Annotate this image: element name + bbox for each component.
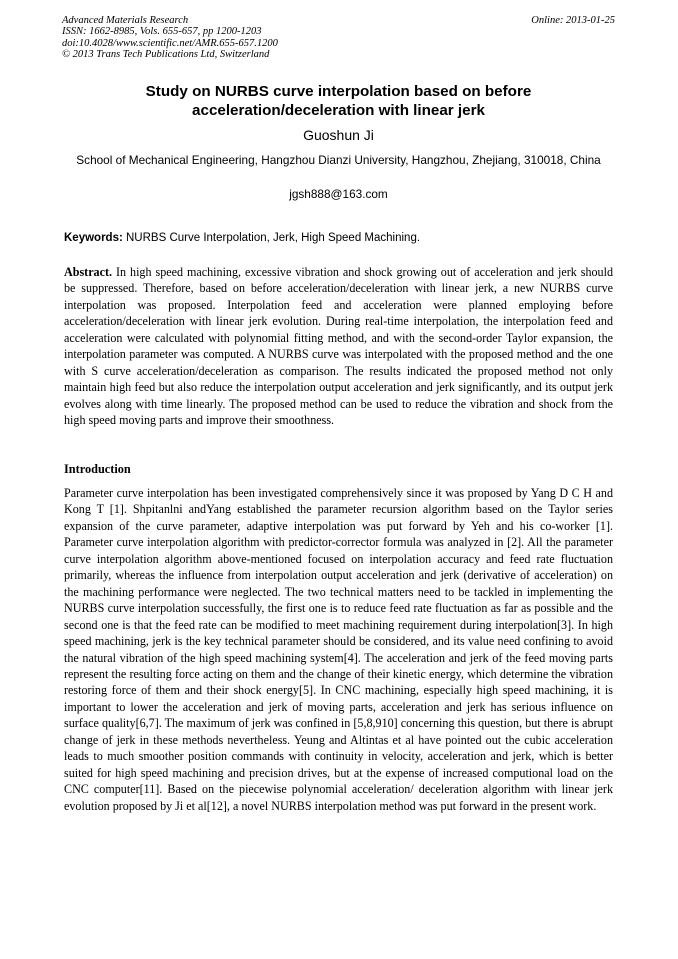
doi-line: doi:10.4028/www.scientific.net/AMR.655-657.1200 — [62, 37, 278, 49]
keywords-label: Keywords: — [64, 232, 123, 244]
journal-header — [62, 15, 615, 61]
author-email: jgsh888@163.com — [289, 187, 388, 201]
online-date: Online: 2013-01-25 — [531, 15, 615, 26]
title-line-2: acceleration/deceleration with linear jerk — [192, 102, 485, 119]
issn-line: ISSN: 1662-8985, Vols. 655-657, pp 1200-1203 — [62, 26, 262, 38]
journal-name: Advanced Materials Research — [62, 15, 189, 26]
affiliation: School of Mechanical Engineering, Hangzhou Dianzi University, Hangzhou, Zhejiang, 310018, China — [76, 153, 601, 167]
author-name: Guoshun Ji — [303, 127, 374, 143]
introduction-paragraph: Parameter curve interpolation has been investigated comprehensively since it was proposed by Yang D C H and Kong T [1]. Shpitanlni andYang established the parameter recursion algorithm based on the Taylor series expansion of the curve parameter, adaptive interpolation was put forward by Yeh and his co-worker [1]. Parameter curve interpolation algorithm with predictor-corrector formula was analyzed in [2]. All the parameter curve interpolation algorithm above-mentioned focused on interpolation accuracy and feed rate fluctuation primarily, whereas the influence from interpolation output acceleration and jerk (derivative of acceleration) on the machining performance were neglected. The two technical matters need to be tackled in implementing the NURBS curve interpolation successfully, the first one is to reduce feed rate fluctuation as far as possible and the second one is that the feed rate can be modified to meet machining requirement during interpolation[3]. In high speed machining, jerk is the key technical parameter should be considered, and its value need confining to avoid the natural vibration of the high speed machining system[4]. The acceleration and jerk of the feed moving parts represent the resulting force acting on them and the change of their kinetic energy, which determine the vibration restoring force of them and their shock energy[5]. In CNC machining, especially high speed machining, it is important to lower the acceleration and jerk of moving parts, acceleration and jerk has serious influence on surface quality[6,7]. The maximum of jerk was confined in [5,8,910] concerning this question, but there is abrupt change of jerk in these methods nevertheless. Yeung and Altintas et al have pointed out the cubic acceleration leads to much smoother position commands with continuity in velocity, acceleration and jerk, which is better suited for high speed machining and precision drives, but at the expense of increased computional load on the CNC computer[11]. Based on the piecewise polynomial acceleration/ deceleration algorithm with linear jerk evolution proposed by Ji et al[12], a novel NURBS interpolation method was put forward in the present work. — [64, 486, 613, 813]
paper-title — [62, 82, 615, 120]
keywords — [64, 231, 615, 245]
abstract-label: Abstract. — [64, 265, 113, 279]
title-line-1: Study on NURBS curve interpolation based on before — [145, 83, 532, 100]
copyright-line: © 2013 Trans Tech Publications Ltd, Switzerland — [62, 49, 270, 61]
section-heading-introduction: Introduction — [64, 462, 131, 476]
abstract — [64, 264, 613, 429]
abstract-text: In high speed machining, excessive vibration and shock growing out of acceleration and jerk should be suppressed. Therefore, based on before acceleration/deceleration with linear jerk, a new NURBS curve interpolation was proposed. Interpolation feed and acceleration were planned employing before acceleration/deceleration with linear jerk evolution. During real-time interpolation, the interpolation feed and acceleration were calculated with polynomial fitting method, and with the second-order Taylor expansion, the interpolation parameter was computed. A NURBS curve was interpolated with the proposed method and the one with S curve acceleration/deceleration as comparison. The results indicated the proposed method not only maintain high feed but also reduce the interpolation output acceleration and jerk significantly, and its output jerk evolves along with time linearly. The proposed method can be used to reduce the vibration and shock from the high speed moving parts and improve their smoothness. — [64, 265, 614, 428]
keywords-text: NURBS Curve Interpolation, Jerk, High Speed Machining. — [126, 232, 421, 244]
